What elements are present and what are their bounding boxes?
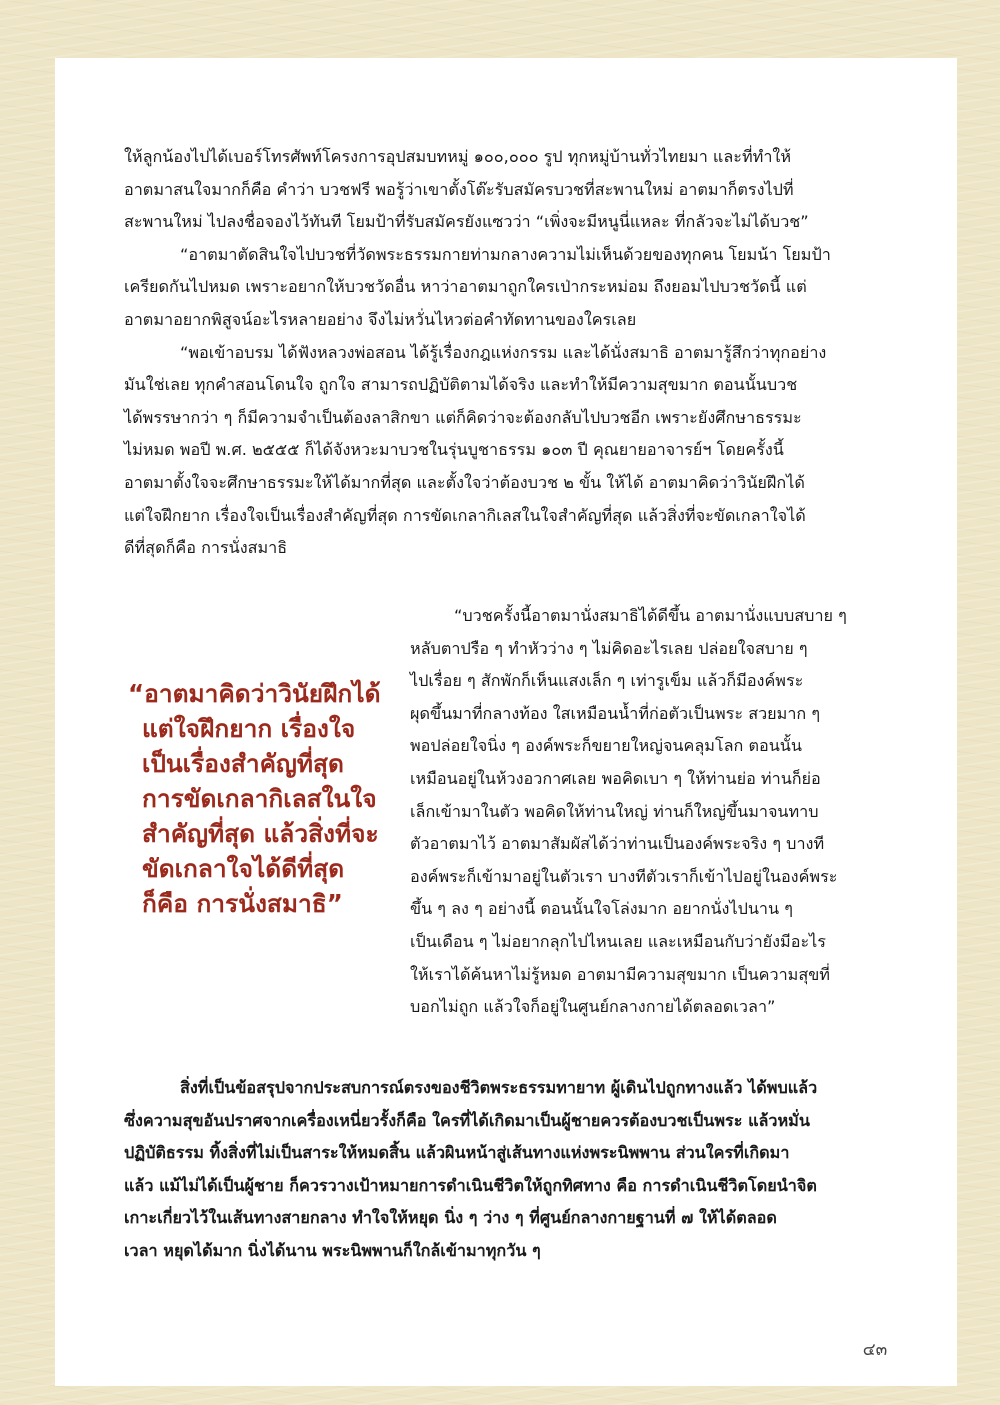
right-column-text <box>410 600 890 1024</box>
text-line: “พอเข้าอบรม ได้ฟังหลวงพ่อสอน ได้รู้เรื่องกฎแห่งกรรม และได้นั่งสมาธิ อาตมารู้สึกว่าทุกอย่าง <box>180 342 827 362</box>
text-line: ไปเรื่อย ๆ สักพักก็เห็นแสงเล็ก ๆ เท่ารูเข็ม แล้วก็มีองค์พระ <box>410 671 804 691</box>
text-line: แต่ใจฝึกยาก เรื่องใจเป็นเรื่องสำคัญที่สุด การขัดเกลากิเลสในใจสำคัญที่สุด แล้วสิ่งที่จะขัดเกลาใจได้ <box>124 505 806 525</box>
text-line: เหมือนอยู่ในห้วงอวกาศเลย พอคิดเบา ๆ ให้ท่านย่อ ท่านก็ย่อ <box>410 768 821 788</box>
page-number: ๔๓ <box>862 1340 888 1360</box>
conclusion-paragraph <box>124 1072 890 1268</box>
text-line: องค์พระก็เข้ามาอยู่ในตัวเรา บางทีตัวเราก็เข้าไปอยู่ในองค์พระ <box>410 866 838 886</box>
quote-line: การขัดเกลากิเลสในใจ <box>142 784 377 813</box>
text-line: แล้ว แม้ไม่ได้เป็นผู้ชาย ก็ควรวางเป้าหมายการดำเนินชีวิตให้ถูกทิศทาง คือ การดำเนินชีวิตโดยนำจิต <box>124 1175 817 1195</box>
text-line: ตัวอาตมาไว้ อาตมาสัมผัสได้ว่าท่านเป็นองค์พระจริง ๆ บางที <box>410 834 825 854</box>
quote-line: ก็คือ การนั่งสมาธิ” <box>142 889 343 918</box>
text-line: “บวชครั้งนี้อาตมานั่งสมาธิได้ดีขึ้น อาตมานั่งแบบสบาย ๆ <box>454 606 847 625</box>
text-line: อาตมาสนใจมากก็คือ คำว่า บวชฟรี พอรู้ว่าเขาตั้งโต๊ะรับสมัครบวชที่สะพานใหม่ อาตมาก็ตรงไปที่ <box>124 179 794 199</box>
text-line: ไม่หมด พอปี พ.ศ. ๒๕๕๕ ก็ได้จังหวะมาบวชในรุ่นบูชาธรรม ๑๐๓ ปี คุณยายอาจารย์ฯ โดยครั้งนี้ <box>124 440 784 460</box>
text-line: เวลา หยุดได้มาก นิ่งได้นาน พระนิพพานก็ใกล้เข้ามาทุกวัน ๆ <box>124 1240 541 1260</box>
text-line: ซึ่งความสุขอันปราศจากเครื่องเหนี่ยวรั้งก็คือ ใครที่ได้เกิดมาเป็นผู้ชายควรต้องบวชเป็นพระ แล้วหมั่น <box>124 1110 810 1130</box>
text-line: มันใช่เลย ทุกคำสอนโดนใจ ถูกใจ สามารถปฏิบัติตามได้จริง และทำให้มีความสุขมาก ตอนนั้นบวช <box>124 375 798 395</box>
top-text-section <box>124 141 890 565</box>
text-line: บอกไม่ถูก แล้วใจก็อยู่ในศูนย์กลางกายได้ตลอดเวลา” <box>410 997 776 1017</box>
text-line: ผุดขึ้นมาที่กลางท้อง ใสเหมือนน้ำที่ก่อตัวเป็นพระ สวยมาก ๆ <box>410 703 821 723</box>
text-line: ให้เราได้ค้นหาไม่รู้หมด อาตมามีความสุขมาก เป็นความสุขที่ <box>410 964 830 984</box>
quote-line: เป็นเรื่องสำคัญที่สุด <box>142 749 344 778</box>
text-line: ดีที่สุดก็คือ การนั่งสมาธิ <box>124 538 288 558</box>
text-line: “อาตมาตัดสินใจไปบวชที่วัดพระธรรมกายท่ามกลางความไม่เห็นด้วยของทุกคน โยมน้า โยมป้า <box>180 244 831 264</box>
quote-line: “อาตมาคิดว่าวินัยฝึกได้ <box>128 679 381 708</box>
text-line: เป็นเดือน ๆ ไม่อยากลุกไปไหนเลย และเหมือนกับว่ายังมีอะไร <box>410 931 826 951</box>
text-line: ได้พรรษากว่า ๆ ก็มีความจำเป็นต้องลาสิกขา แต่ก็คิดว่าจะต้องกลับไปบวชอีก เพราะยังศึกษาธรรมะ <box>124 407 802 427</box>
text-line: ให้ลูกน้องไปได้เบอร์โทรศัพท์โครงการอุปสมบทหมู่ ๑๐๐,๐๐๐ รูป ทุกหมู่บ้านทั่วไทยมา และที่ทำให้ <box>124 147 791 166</box>
pull-quote <box>128 676 398 921</box>
text-line: เครียดกันไปหมด เพราะอยากให้บวชวัดอื่น หาว่าอาตมาถูกใครเป่ากระหม่อม ถึงยอมไปบวชวัดนี้ แต่ <box>124 277 807 297</box>
text-line: อาตมาตั้งใจจะศึกษาธรรมะให้ได้มากที่สุด และตั้งใจว่าต้องบวช ๒ ขั้น ให้ได้ อาตมาคิดว่าวินัยฝึกได้ <box>124 472 805 492</box>
text-line: ขึ้น ๆ ลง ๆ อย่างนี้ ตอนนั้นใจโล่งมาก อยากนั่งไปนาน ๆ <box>410 899 793 919</box>
text-line: สิ่งที่เป็นข้อสรุปจากประสบการณ์ตรงของชีวิตพระธรรมทายาท ผู้เดินไปถูกทางแล้ว ได้พบแล้ว <box>180 1078 818 1097</box>
text-line: สะพานใหม่ ไปลงชื่อจองไว้ทันที โยมป้าที่รับสมัครยังแซวว่า “เพิ่งจะมีหนูนี่แหละ ที่กลัวจะไม่ได้บวช” <box>124 212 809 232</box>
quote-line: ขัดเกลาใจได้ดีที่สุด <box>142 854 345 883</box>
text-line: หลับตาปรือ ๆ ทำหัวว่าง ๆ ไม่คิดอะไรเลย ปล่อยใจสบาย ๆ <box>410 638 808 658</box>
text-line: พอปล่อยใจนิ่ง ๆ องค์พระก็ขยายใหญ่จนคลุมโลก ตอนนั้น <box>410 736 802 756</box>
text-line: อาตมาอยากพิสูจน์อะไรหลายอย่าง จึงไม่หวั่นไหวต่อคำทัดทานของใครเลย <box>124 309 637 329</box>
quote-line: แต่ใจฝึกยาก เรื่องใจ <box>142 714 356 743</box>
text-line: เล็กเข้ามาในตัว พอคิดให้ท่านใหญ่ ท่านก็ใหญ่ขึ้นมาจนทาบ <box>410 801 819 821</box>
quote-line: สำคัญที่สุด แล้วสิ่งที่จะ <box>142 819 379 848</box>
paragraph-3 <box>124 337 890 565</box>
paragraph-2 <box>124 239 890 337</box>
text-line: เกาะเกี่ยวไว้ในเส้นทางสายกลาง ทำใจให้หยุด นิ่ง ๆ ว่าง ๆ ที่ศูนย์กลางกายฐานที่ ๗ ให้ได้ตลอด <box>124 1208 777 1228</box>
text-line: ปฏิบัติธรรม ทิ้งสิ่งที่ไม่เป็นสาระให้หมดสิ้น แล้วผินหน้าสู่เส้นทางแห่งพระนิพพาน ส่วนใครที่เกิดมา <box>124 1143 790 1163</box>
paragraph-1 <box>124 141 890 239</box>
